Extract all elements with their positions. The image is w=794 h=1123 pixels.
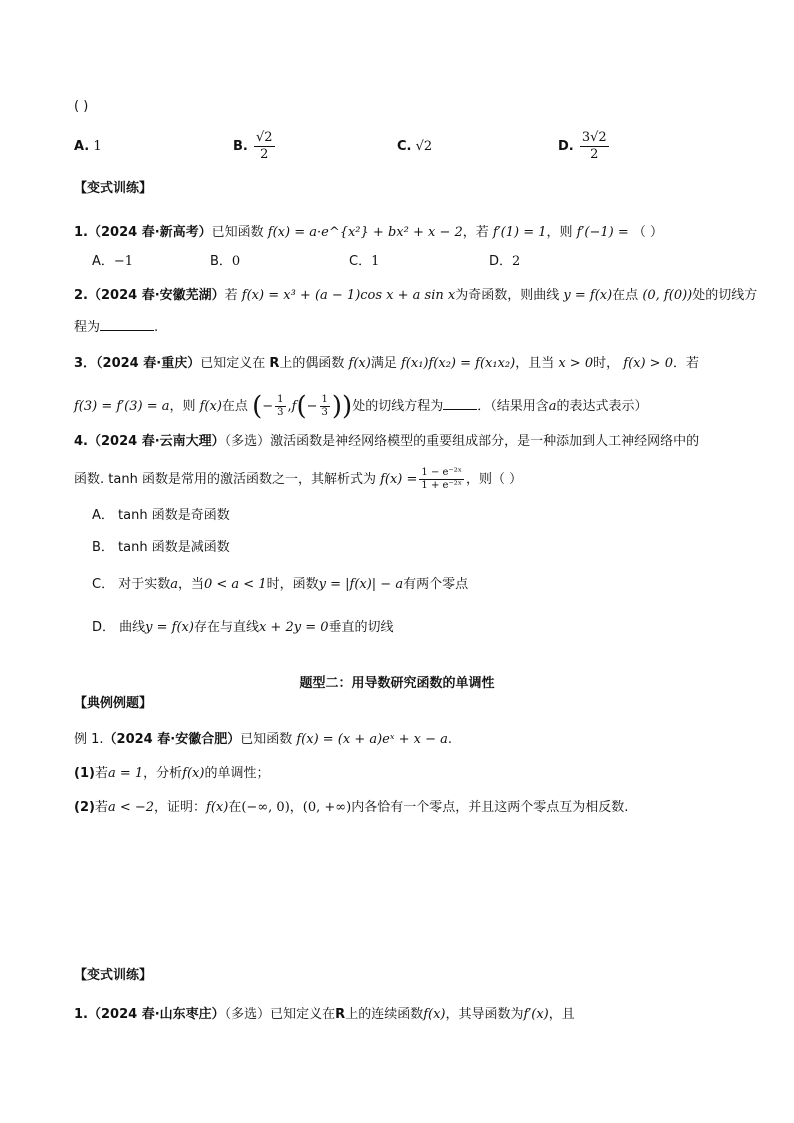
fraction: $\frac{1}{3}$ — [277, 394, 284, 418]
q1-choice-a: A．−1 — [92, 254, 134, 269]
question-1: 1.（2024 春·新高考）已知函数 f(x) = a·e^{x²} + bx² + x − 2，若 f′(1) = 1，则 f′(−1) = （ ） — [74, 225, 664, 240]
q4-option-d: D． 曲线y = f(x)存在与直线x + 2y = 0垂直的切线 — [92, 620, 394, 635]
fraction: $\frac{\text{1 − e⁻²ˣ}}{\text{1 + e⁻²ˣ}}$ — [421, 467, 462, 491]
question-4-line2: 函数. tanh 函数是常用的激活函数之一，其解析式为 f(x) = $\frac{\text{1 − e⁻²ˣ}}{\text{1 + e⁻²ˣ}}$ ，则（ ） — [74, 467, 523, 491]
q4-option-b: B． tanh 函数是减函数 — [92, 540, 230, 555]
q4-option-c: C． 对于实数a，当0 < a < 1时，函数y = |f(x)| − a有两个零点 — [92, 577, 469, 592]
section-header: 【典例例题】 — [74, 696, 153, 711]
answer-blank — [100, 330, 154, 331]
example-1-part-2: (2)若a < −2，证明：f(x)在(−∞, 0)，(0, +∞)内各恰有一个零点，并且这两个零点互为相反数. — [74, 800, 629, 815]
question-2-line2: 程为 . — [74, 320, 159, 335]
section-header: 【变式训练】 — [74, 968, 153, 983]
question-4: 4.（2024 春·云南大理）（多选）激活函数是神经网络模型的重要组成部分，是一种添加到人工神经网络中的 — [74, 434, 700, 449]
question-5: 1.（2024 春·山东枣庄）（多选）已知定义在R上的连续函数f(x)，其导函数为f′(x)，且 — [74, 1007, 575, 1022]
answer-blank — [443, 409, 477, 410]
option-d: D. $\frac{3√2}{2}$ — [558, 130, 607, 162]
option-c: C. √2 — [397, 139, 433, 154]
option-a: A. 1 — [74, 139, 102, 154]
q1-choice-b: B．0 — [210, 254, 241, 269]
option-b: B. $\frac{√2}{2}$ — [233, 130, 273, 162]
question-2: 2.（2024 春·安徽芜湖）若 f(x) = x³ + (a − 1)cos x + a sin x为奇函数，则曲线 y = f(x)在点 (0, f(0))处的切线方 — [74, 288, 758, 303]
q1-choice-c: C．1 — [349, 254, 380, 269]
q1-choice-d: D．2 — [489, 254, 521, 269]
question-3: 3．（2024 春·重庆）已知定义在 R上的偶函数 f(x)满足 f(x₁)f(x₂) = f(x₁x₂)，且当 x > 0时， f(x) > 0．若 — [74, 356, 699, 371]
answer-paren: ( ) — [74, 99, 89, 114]
example-1: 例 1.（2024 春·安徽合肥）已知函数 f(x) = (x + a)eˣ + x − a. — [74, 732, 453, 747]
q4-option-a: A． tanh 函数是奇函数 — [92, 508, 230, 523]
fraction: $\frac{3√2}{2}$ — [581, 130, 607, 162]
example-1-part-1: (1)若a = 1，分析f(x)的单调性； — [74, 766, 270, 781]
fraction: $\frac{√2}{2}$ — [256, 130, 273, 162]
section-title: 题型二：用导数研究函数的单调性 — [299, 676, 495, 691]
fraction: $\frac{1}{3}$ — [321, 394, 328, 418]
section-header: 【变式训练】 — [74, 181, 153, 196]
question-3-line2: f(3) = f′(3) = a，则 f(x)在点 (− $\frac{1}{3}$ ,f(− $\frac{1}{3}$ ))处的切线方程为 ．（结果用含a的表达式表示） — [74, 391, 648, 422]
